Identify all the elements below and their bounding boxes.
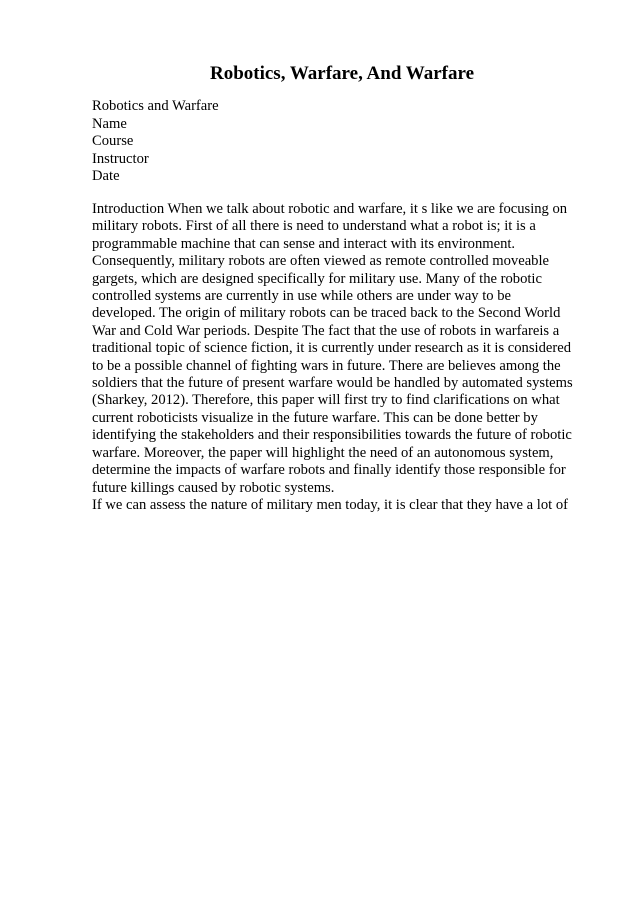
body-line: traditional topic of science fiction, it is currently under research as it is considered (92, 340, 571, 357)
body-line: developed. The origin of military robots can be traced back to the Second World (92, 305, 561, 322)
meta-line-subject: Robotics and Warfare (92, 98, 219, 114)
body-line: (Sharkey, 2012). Therefore, this paper will first try to find clarifications on what (92, 392, 560, 409)
body-line: controlled systems are currently in use while others are under way to be (92, 288, 512, 305)
document-meta (92, 98, 219, 186)
body-line: determine the impacts of warfare robots and finally identify those responsible for (92, 462, 566, 479)
body-line: soldiers that the future of present warfare would be handled by automated systems (92, 375, 573, 392)
body-line: If we can assess the nature of military men today, it is clear that they have a lot of (92, 496, 569, 513)
body-line: gargets, which are designed specifically for military use. Many of the robotic (92, 270, 542, 287)
body-line: Consequently, military robots are often viewed as remote controlled moveable (92, 253, 549, 270)
meta-line-name: Name (92, 115, 127, 132)
meta-line-course: Course (92, 133, 134, 149)
body-line: identifying the stakeholders and their responsibilities towards the future of robotic (92, 427, 572, 444)
document-title: Robotics, Warfare, And Warfare (209, 63, 475, 84)
body-line: Introduction When we talk about robotic and warfare, it s like we are focusing on (92, 201, 568, 217)
body-line: programmable machine that can sense and interact with its environment. (92, 235, 516, 252)
body-line: warfare. Moreover, the paper will highlight the need of an autonomous system, (92, 444, 554, 461)
meta-line-instructor: Instructor (92, 150, 149, 167)
body-line: current roboticists visualize in the future warfare. This can be done better by (92, 409, 538, 426)
document-body (92, 201, 592, 514)
body-line: military robots. First of all there is need to understand what a robot is; it is a (92, 218, 536, 235)
body-line: War and Cold War periods. Despite The fact that the use of robots in warfareis a (92, 322, 560, 339)
meta-line-date: Date (92, 168, 120, 184)
body-line: future killings caused by robotic systems. (92, 479, 335, 496)
body-line: to be a possible channel of fighting wars in future. There are believes among the (92, 357, 561, 374)
